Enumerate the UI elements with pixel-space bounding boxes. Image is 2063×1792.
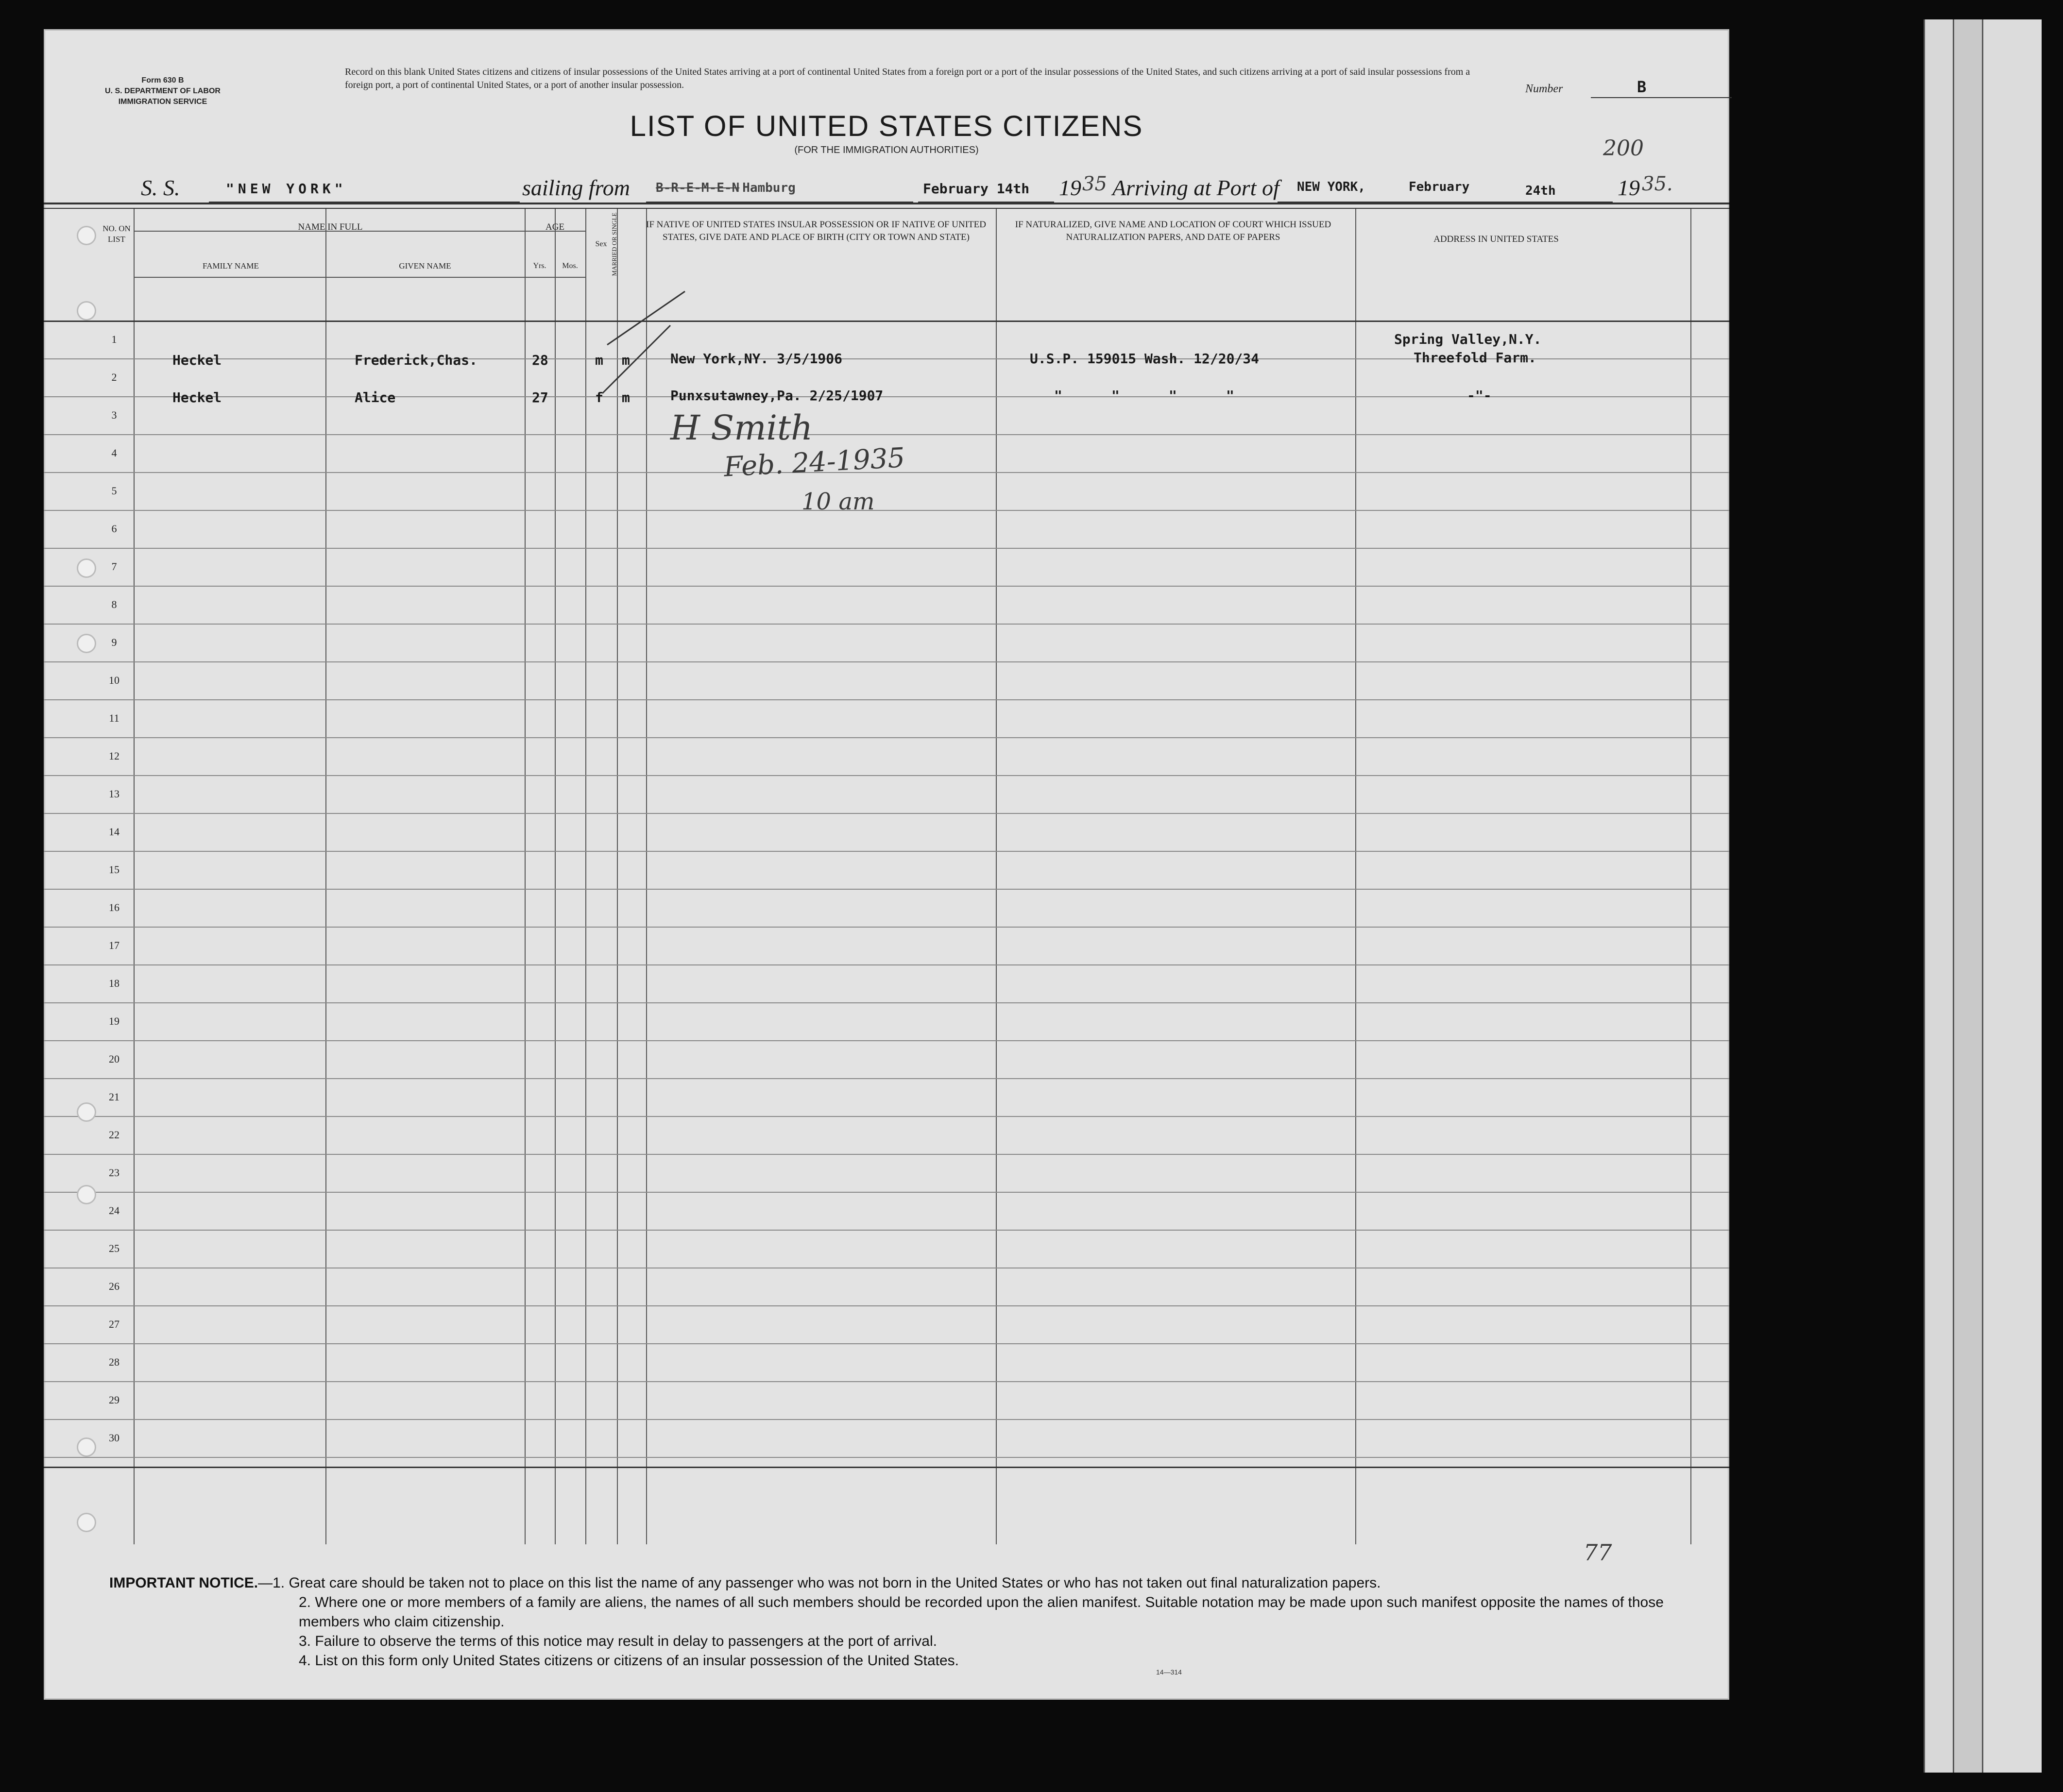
row-rule — [44, 661, 1729, 662]
year-1: 35 — [1082, 173, 1107, 195]
row-number: 25 — [109, 1242, 119, 1254]
binder-hole — [77, 634, 96, 653]
row-number: 17 — [109, 939, 119, 951]
print-code: 14—314 — [1156, 1668, 1182, 1676]
department: U. S. DEPARTMENT OF LABOR — [105, 87, 221, 95]
row1-birth: New York,NY. 3/5/1906 — [670, 351, 843, 367]
row-number: 26 — [109, 1280, 119, 1292]
row2-given: Alice — [355, 389, 396, 406]
row-number: 27 — [109, 1318, 119, 1330]
header-given-name: GIVEN NAME — [399, 261, 451, 270]
handwriting-date: Feb. 24-1935 — [723, 442, 906, 483]
row-rule — [44, 624, 1729, 625]
row2-yrs: 27 — [532, 389, 548, 406]
row-number: 15 — [109, 863, 119, 876]
row-number: 4 — [111, 447, 117, 459]
table-top-rule — [44, 203, 1729, 204]
header-naturalized: IF NATURALIZED, GIVE NAME AND LOCATION OF COURT WHICH ISSUED NATURALIZATION PAPERS, AND DATE OF PAPERS — [1015, 220, 1331, 242]
row-number: 19 — [109, 1015, 119, 1027]
header-mos: Mos. — [562, 262, 578, 270]
row-rule — [44, 927, 1729, 928]
row2-birth: Punxsutawney,Pa. 2/25/1907 — [670, 388, 884, 404]
binder-hole — [77, 1513, 96, 1532]
struck-port-text: B-R-E-M-E-N — [656, 181, 740, 195]
row-rule — [44, 434, 1729, 435]
row1-address-2: Threefold Farm. — [1414, 350, 1536, 366]
page-stack-edge — [1982, 19, 2042, 1773]
page-mark: 200 — [1603, 136, 1644, 161]
ss-label: S. S. — [141, 175, 180, 200]
notice-line-1 — [109, 1573, 1698, 1593]
header-address: ADDRESS IN UNITED STATES — [1433, 234, 1559, 244]
row-number: 5 — [111, 485, 117, 497]
number-value: B — [1637, 78, 1647, 96]
row-number: 23 — [109, 1166, 119, 1179]
row-number: 2 — [111, 371, 117, 383]
header-family-name: FAMILY NAME — [203, 261, 259, 270]
row1-naturalized: U.S.P. 159015 Wash. 12/20/34 — [1030, 351, 1260, 367]
notice-4: 4. List on this form only United States citizens or citizens of an insular possession of the United States. — [299, 1653, 959, 1669]
row-number: 9 — [111, 636, 117, 648]
handwriting-time: 10 am — [801, 488, 875, 515]
row-number: 20 — [109, 1053, 119, 1065]
row-rule — [44, 548, 1729, 549]
manifest-table — [44, 209, 1729, 1549]
manifest-sheet — [44, 29, 1729, 1700]
notice-heading: IMPORTANT NOTICE. — [109, 1575, 258, 1591]
row-rule — [44, 699, 1729, 700]
header-bottom-rule — [44, 321, 1729, 322]
row-number: 16 — [109, 901, 119, 913]
arriving-label: Arriving at Port of — [1112, 175, 1279, 200]
row-rule — [44, 813, 1729, 814]
page-title: LIST OF UNITED STATES CITIZENS — [630, 110, 1143, 142]
row-rule — [44, 1116, 1729, 1117]
row-number: 7 — [111, 560, 117, 573]
row-rule — [44, 1192, 1729, 1193]
form-number: Form 630 B — [141, 76, 184, 85]
notice-3: 3. Failure to observe the terms of this notice may result in delay to passengers at the port of arrival. — [299, 1633, 937, 1649]
header-name-in-full: NAME IN FULL — [298, 222, 363, 232]
row-number: 14 — [109, 826, 119, 838]
row1-address-1: Spring Valley,N.Y. — [1394, 331, 1542, 347]
notice-1: —1. Great care should be taken not to place on this list the name of any passenger who was not born in the United States or who has not taken out final naturalization papers. — [258, 1575, 1381, 1591]
binder-hole — [77, 1437, 96, 1457]
page-subtitle: (FOR THE IMMIGRATION AUTHORITIES) — [794, 145, 979, 155]
row-rule — [44, 889, 1729, 890]
binder-hole — [77, 1185, 96, 1204]
sailing-label: sailing from — [522, 175, 630, 200]
row-number: 10 — [109, 674, 119, 686]
row2-marital: m — [622, 389, 630, 406]
corner-mark: 77 — [1584, 1539, 1612, 1566]
arrival-port: NEW YORK, — [1297, 180, 1365, 194]
row-number: 29 — [109, 1394, 119, 1406]
header-age: AGE — [545, 222, 565, 232]
number-label: Number — [1525, 83, 1563, 95]
row1-sex: m — [595, 352, 603, 368]
ship-name: "NEW YORK" — [226, 181, 347, 197]
row1-given: Frederick,Chas. — [355, 352, 477, 368]
row-rule — [44, 851, 1729, 852]
notice-2: 2. Where one or more members of a family are aliens, the names of all such members should be recorded upon the alien manifest. Suitable notation may be made upon such manifest opposite the names of those members who claim citizenship. — [299, 1594, 1664, 1630]
arrival-day: 24th — [1525, 184, 1556, 198]
row-rule — [44, 1419, 1729, 1420]
row-rule — [44, 1343, 1729, 1344]
handwriting-inspector: H Smith — [670, 408, 813, 448]
row-rule — [44, 1040, 1729, 1041]
sailing-port: Hamburg — [742, 181, 796, 195]
header-no: NO. ON LIST — [102, 224, 131, 244]
row-rule — [44, 737, 1729, 738]
row-number: 11 — [109, 712, 119, 724]
header-birth: IF NATIVE OF UNITED STATES INSULAR POSSESSION OR IF NATIVE OF UNITED STATES, GIVE DATE AND PLACE OF BIRTH (CITY OR TOWN AND STATE) — [646, 220, 986, 242]
row-number: 6 — [111, 523, 117, 535]
header-yrs: Yrs. — [533, 262, 546, 270]
row-rule — [44, 775, 1729, 776]
row2-address-1: -"- — [1467, 388, 1492, 404]
header-sex: Sex — [595, 240, 607, 248]
header-married-single: MARRIED OR SINGLE — [611, 212, 618, 276]
row2-naturalized: " " " " — [1054, 388, 1234, 404]
row-rule — [44, 1230, 1729, 1231]
row-number: 21 — [109, 1091, 119, 1103]
important-notice — [109, 1573, 1698, 1671]
row-number: 1 — [111, 333, 117, 345]
form-id — [90, 75, 236, 107]
number-underline — [1591, 97, 1732, 98]
row2-family: Heckel — [172, 389, 222, 406]
row-number: 3 — [111, 409, 117, 421]
header-rule — [134, 277, 585, 278]
row-rule — [44, 586, 1729, 587]
row-number: 22 — [109, 1129, 119, 1141]
row-rule — [44, 1154, 1729, 1155]
year-prefix-1: 19 — [1059, 175, 1081, 200]
binder-hole — [77, 558, 96, 578]
row-number: 13 — [109, 788, 119, 800]
service: IMMIGRATION SERVICE — [118, 98, 207, 106]
arrival-month: February — [1409, 180, 1470, 194]
row-number: 30 — [109, 1432, 119, 1444]
year-prefix-2: 19 — [1618, 175, 1640, 200]
row-rule — [44, 1305, 1729, 1306]
binder-hole — [77, 226, 96, 245]
row-number: 12 — [109, 750, 119, 762]
row-rule — [44, 1457, 1729, 1458]
sail-date: February 14th — [923, 181, 1030, 197]
row-number: 18 — [109, 977, 119, 989]
row1-yrs: 28 — [532, 352, 548, 368]
binder-hole — [77, 301, 96, 321]
year-2: 35. — [1642, 173, 1673, 195]
row-number: 28 — [109, 1356, 119, 1368]
struck-port — [656, 181, 796, 195]
intro-text: Record on this blank United States citizens and citizens of insular possessions of the United States arriving at a port of continental United States from a foreign port or a port of the insular possessions of the United States, and such citizens arriving at a port of said insular possessions from a foreign port, a port of continental United States, or a port of another insular possession. — [345, 67, 1470, 90]
binder-hole — [77, 1102, 96, 1122]
row1-family: Heckel — [172, 352, 222, 368]
row-rule — [44, 1002, 1729, 1003]
row-rule — [44, 510, 1729, 511]
row-number: 8 — [111, 598, 117, 610]
table-bottom-rule — [44, 1467, 1729, 1468]
row1-marital: m — [622, 352, 630, 368]
row-number: 24 — [109, 1204, 119, 1217]
row2-sex: f — [595, 389, 603, 406]
check-marks — [597, 272, 690, 403]
row-rule — [44, 964, 1729, 965]
row-rule — [44, 1381, 1729, 1382]
row-rule — [44, 1078, 1729, 1079]
